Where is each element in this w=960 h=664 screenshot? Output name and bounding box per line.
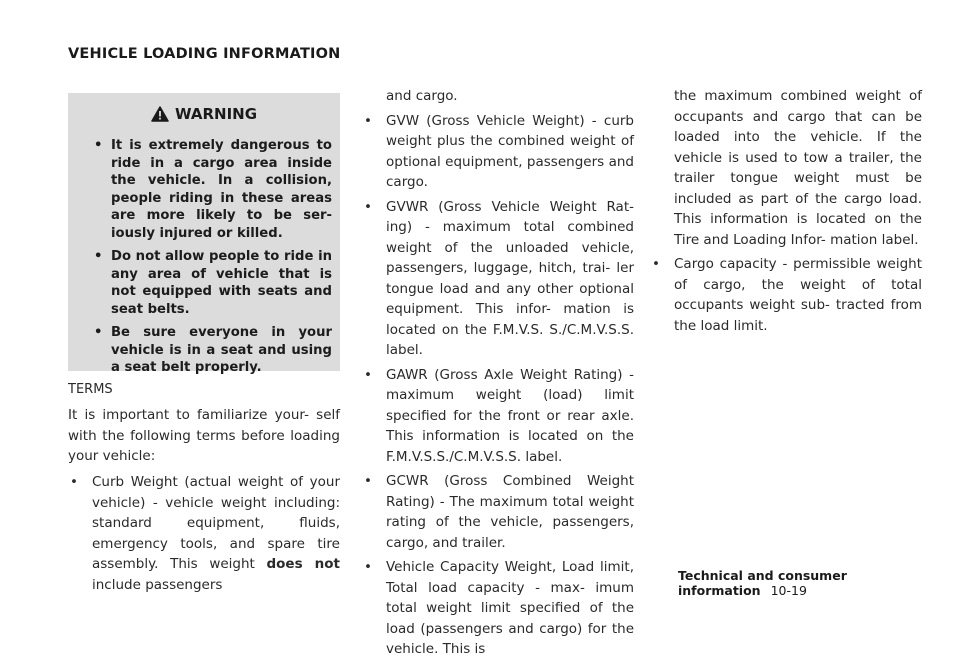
bullet: • (94, 249, 103, 264)
curb-weight-text: Curb Weight (actual weight of your vehicle) - vehicle weight including: standard equipment, fluids, emergency tools, and spare tire assembly. This weight (92, 474, 340, 572)
list-item (362, 197, 634, 361)
list-item-text: GVW (Gross Vehicle Weight) - curb weight plus the combined weight of optional equipment, passengers and cargo. (386, 112, 634, 190)
list-item (650, 254, 922, 336)
terms-heading: TERMS (68, 382, 113, 397)
warning-list (68, 137, 340, 383)
footer-section: Technical and consumer information (678, 568, 847, 598)
list-item-continuation: and cargo. (386, 88, 458, 104)
list-item-continuation: the maximum combined weight of occupants and cargo that can be loaded into the vehicle. If the vehicle is used to tow a trailer, the trailer tongue weight must be included as part of the cargo load. This information is located on the Tire and Loading Infor- mation label. (674, 88, 922, 248)
list-item (362, 471, 634, 553)
warning-item-text: Be sure everyone in your vehicle is in a seat and using a seat belt properly. (111, 325, 332, 375)
bullet: • (70, 474, 78, 490)
terms-list-col3 (650, 86, 922, 340)
bullet: • (652, 256, 660, 272)
warning-heading (68, 105, 340, 123)
warning-triangle-icon (151, 106, 169, 122)
bullet: • (364, 473, 372, 489)
bullet: • (94, 138, 103, 153)
bullet: • (364, 559, 372, 575)
list-item (68, 472, 340, 595)
bullet: • (364, 198, 372, 215)
bullet: • (94, 325, 103, 340)
page-footer (678, 568, 960, 598)
terms-intro: It is important to familiarize your- self with the following terms before loading your vehicle: (68, 407, 340, 464)
curb-weight-after: include passengers (92, 576, 223, 593)
list-item (362, 557, 634, 660)
bullet: • (364, 366, 372, 383)
warning-item-text: Do not allow people to ride in any area of vehicle that is not equipped with seats and seat belts. (111, 249, 332, 317)
list-item-text: GAWR (Gross Axle Weight Rating) - maximum weight (load) limit specified for the front or rear axle. This information is located on the F.M.V.S.S./C.M.V.S.S. label. (386, 366, 634, 465)
list-item-text: Cargo capacity - permissible weight of cargo, the weight of total occupants weight sub- tracted from the load limit. (674, 256, 922, 334)
warning-title: WARNING (174, 105, 258, 123)
page-title: VEHICLE LOADING INFORMATION (68, 46, 341, 62)
list-item-text: GCWR (Gross Combined Weight Rating) - The maximum total weight rating of the vehicle, passengers, cargo, and trailer. (386, 473, 634, 551)
list-item-text: Vehicle Capacity Weight, Load limit, Total load capacity - max- imum total weight limit specified of the load (passengers and cargo) for the vehicle. This is (386, 559, 634, 657)
list-item-text: GVWR (Gross Vehicle Weight Rat- ing) - maximum total combined weight of the unloaded vehicle, passengers, luggage, hitch, trai- ler tongue load and any other optional equipment. This infor- mation is located on the F.M.V.S. S./C.M.V.S.S. label. (386, 198, 634, 358)
curb-weight-emphasis: does not (266, 556, 340, 572)
bullet: • (364, 112, 372, 129)
warning-item (68, 248, 340, 318)
page-number: 10-19 (770, 583, 807, 598)
warning-item-text: It is extremely dangerous to ride in a cargo area inside the vehicle. In a collision, people riding in these areas are more likely to be ser- iously injured or killed. (111, 138, 332, 241)
warning-item (68, 324, 340, 377)
terms-list-col2 (362, 86, 634, 664)
warning-item (68, 137, 340, 242)
warning-box (68, 93, 340, 375)
list-item (362, 111, 634, 193)
list-item (362, 365, 634, 468)
terms-list-col1 (68, 472, 340, 599)
